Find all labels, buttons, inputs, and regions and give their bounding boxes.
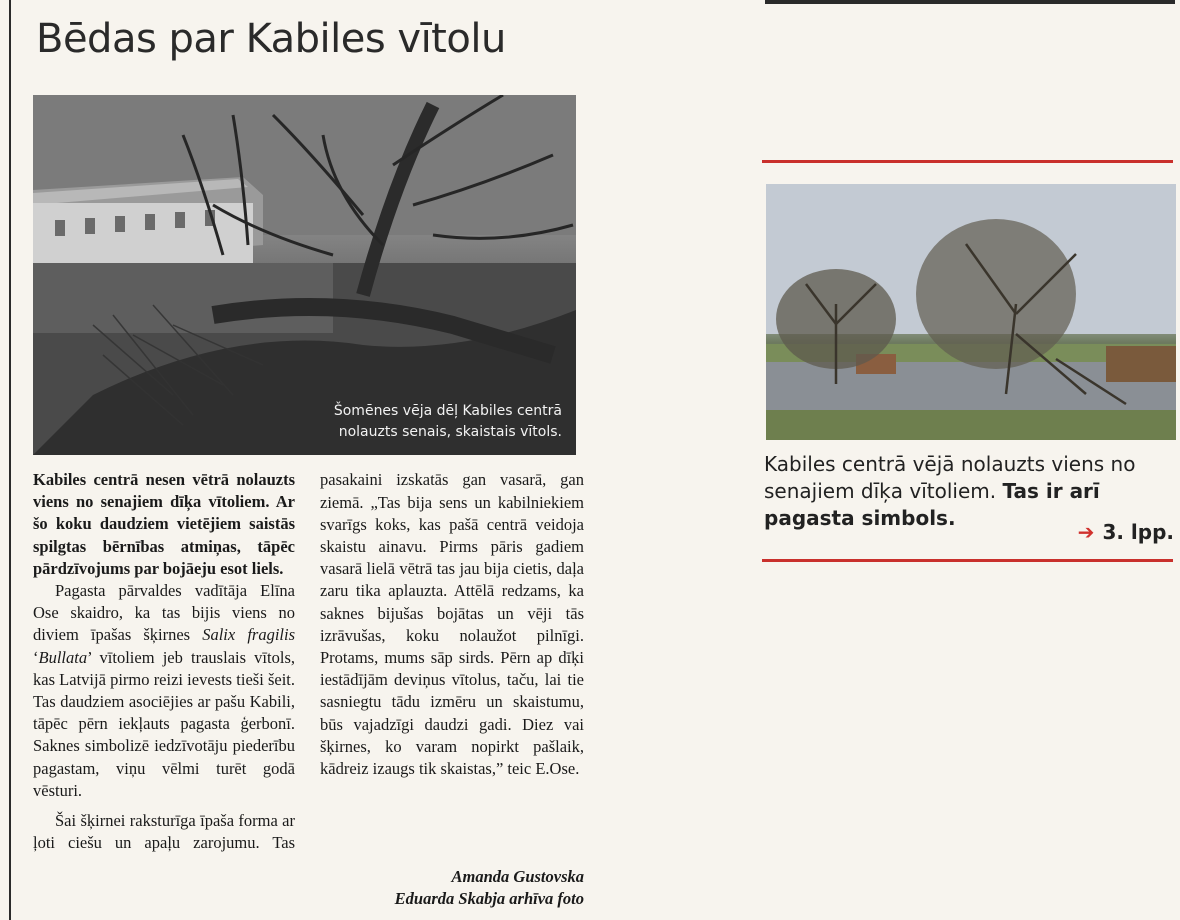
teaser-photo[interactable] xyxy=(766,184,1176,440)
column-rule xyxy=(9,0,11,920)
photo-credit: Eduarda Skabja arhīva foto xyxy=(394,889,584,909)
article-column-1 xyxy=(33,469,295,854)
teaser-top-rule xyxy=(762,160,1173,163)
article-column-2 xyxy=(320,469,584,910)
top-rule xyxy=(765,0,1175,4)
photo-caption-line-1: Šomēnes vēja dēļ Kabiles centrā xyxy=(333,403,562,419)
page-reference-link[interactable] xyxy=(1078,520,1174,544)
para1-intro: Pagasta pārvaldes vadītāja Elīna Ose skaidro, ka tas bijis viens no diviem īpašas šķirnes xyxy=(33,581,295,645)
article-paragraph-2-continued xyxy=(320,469,584,866)
para1-rest: vītoliem jeb trauslais vītols, kas Latvijā pirmo reizi ievests tieši šeit. Tas daudziem asociējies ar pašu Kabili, tāpēc pērn iekļauts pagasta ģerbonī. Saknes simbolizē iedzīvotāju piederību pagastam, viņu vēlmi turēt godā vēsturi. xyxy=(33,647,295,800)
species-quote-close: ’ xyxy=(87,647,92,667)
arrow-right-icon: ➔ xyxy=(1077,520,1095,544)
article-lead: Kabiles centrā nesen vētrā nolauzts viens no senajiem dīķa vītoliem. Ar šo koku daudziem vietējiem saistās spilgtas bērnības atmiņas, tāpēc pārdzīvojums par bojāeju esot liels. xyxy=(33,470,295,578)
bleed-through-text xyxy=(780,20,784,36)
species-quote-open: ‘ xyxy=(33,647,39,667)
photo-caption-line-2: nolauzts senais, skaistais vītols. xyxy=(338,424,562,440)
article-paragraph-2-flow: pasakaini izskatās gan vasarā, gan ziemā. „Tas bija sens un kabilniekiem svarīgs koks, kas pašā centrā veidoja skaistu ainavu. Pirms pāris gadiem vasarā lielā vētrā tas jau bija cietis, daļa zaru tika aplauzta. Attēlā redzams, ka saknes bijušas bojātas un vēji tās izrāvušas, koku nolaužot pilnīgi. Protams, mums sāp sirds. Pērn ap dīķi iestādījām deviņus vītolus, taču, lai tie sasniegtu tādu izmēru un skaistumu, būs vajadzīgi daudzi gadi. Diez vai šķirnes, ko varam nopirkt pašlaik, kādreiz izaugs tik skaistas,” teic E.Ose. xyxy=(320,470,584,779)
article-paragraph-2: Šai šķirnei raksturīga īpaša forma ar ļoti ciešu un apaļu zarojumu. Tas xyxy=(33,811,295,853)
page-ref: 3. lpp. xyxy=(1102,520,1174,544)
species-cultivar: Bullata xyxy=(38,647,88,667)
teaser-bottom-rule xyxy=(762,559,1173,562)
author: Amanda Gustovska xyxy=(451,867,584,886)
willow-pond-photo xyxy=(766,184,1176,440)
article-paragraph-1 xyxy=(33,580,295,802)
species-latin: Salix fragilis xyxy=(202,625,295,645)
teaser-text-regular: Kabiles centrā vējā nolauzts viens no senajiem dīķa vītoliem. xyxy=(764,452,1136,503)
article-photo xyxy=(33,95,576,455)
photo-caption xyxy=(292,401,562,443)
teaser-text-bold: Tas ir arī pagasta simbols. xyxy=(764,479,1100,530)
article-headline: Bēdas par Kabiles vītolu xyxy=(36,16,506,62)
